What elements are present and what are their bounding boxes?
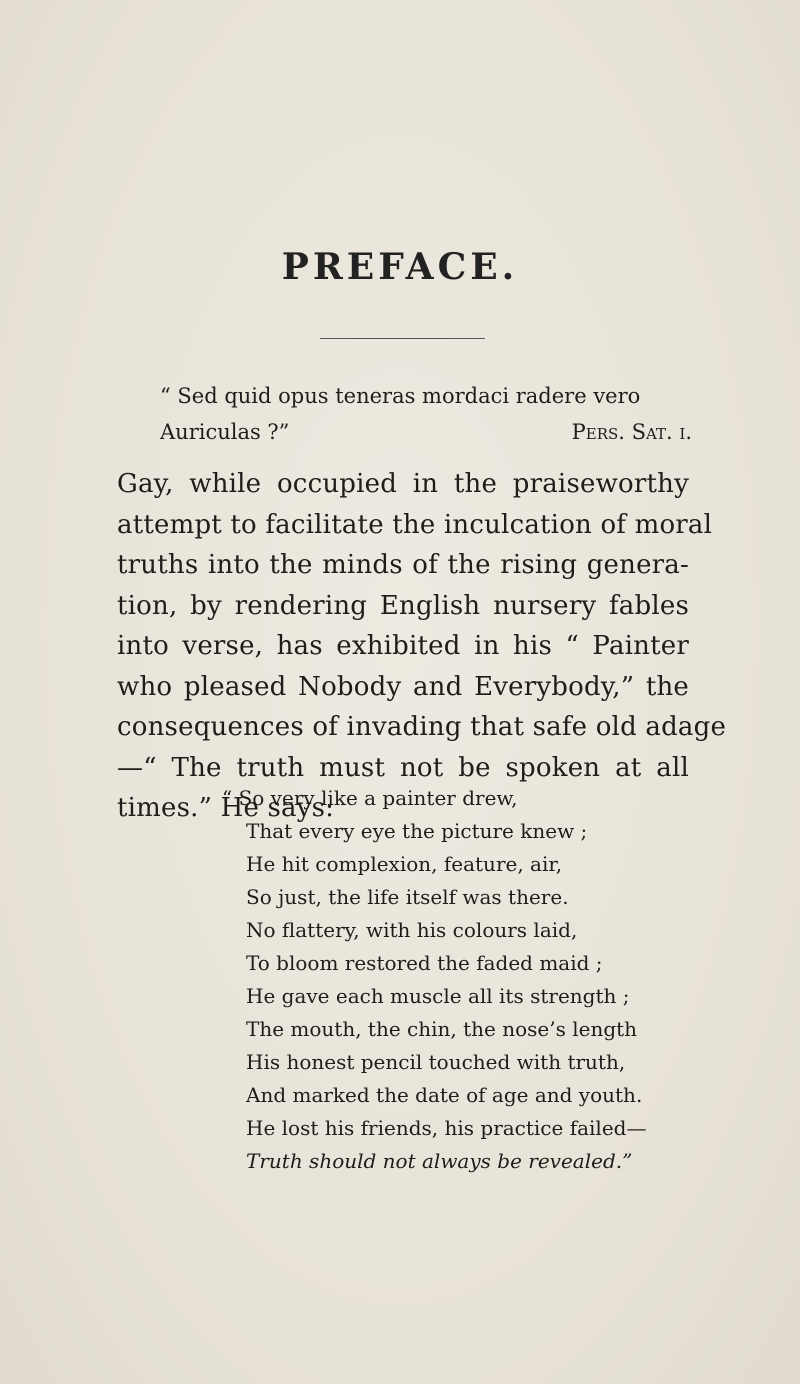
poem-line: His honest pencil touched with truth, <box>246 1050 626 1074</box>
poem-line: The mouth, the chin, the nose’s length <box>246 1017 638 1041</box>
paragraph-line: —“ The truth must not be spoken at all <box>117 752 689 783</box>
paragraph-line: into verse, has exhibited in his “ Painter <box>117 631 689 661</box>
paragraph-line: times.” He says: <box>117 793 335 823</box>
paragraph-line: Gay, while occupied in the praiseworthy <box>117 469 689 499</box>
paragraph-line: consequences of invading that safe old adage <box>117 712 727 742</box>
page-title: PREFACE. <box>281 246 519 288</box>
poem-line: He hit complexion, feature, air, <box>246 852 563 876</box>
epigraph-line-1: “ Sed quid opus teneras mordaci radere vero <box>160 384 641 408</box>
epigraph-line-2-text: Auriculas ?” <box>160 420 290 444</box>
paragraph-line: tion, by rendering English nursery fables <box>117 590 689 621</box>
epigraph-source: Pers. Sat. i. <box>571 420 692 444</box>
poem-line: No flattery, with his colours laid, <box>246 918 578 942</box>
poem-line: Truth should not always be revealed.” <box>246 1149 633 1173</box>
poem-line: To bloom restored the faded maid ; <box>246 951 603 975</box>
epigraph-line-2 <box>160 414 720 450</box>
poem-line: “ So very like a painter drew, <box>222 786 518 810</box>
title-rule <box>320 338 485 339</box>
poem-line: He gave each muscle all its strength ; <box>246 984 630 1008</box>
epigraph <box>160 378 720 450</box>
preface-paragraph <box>117 464 727 829</box>
poem-line: So just, the life itself was there. <box>246 885 569 909</box>
poem-line: That every eye the picture knew ; <box>246 819 588 843</box>
poem-line: And marked the date of age and youth. <box>246 1083 643 1107</box>
paragraph-line: truths into the minds of the rising genera- <box>117 550 689 580</box>
poem-line: He lost his friends, his practice failed— <box>246 1116 647 1140</box>
paragraph-line: attempt to facilitate the inculcation of moral <box>117 509 713 540</box>
paragraph-line: who pleased Nobody and Everybody,” the <box>117 671 689 702</box>
